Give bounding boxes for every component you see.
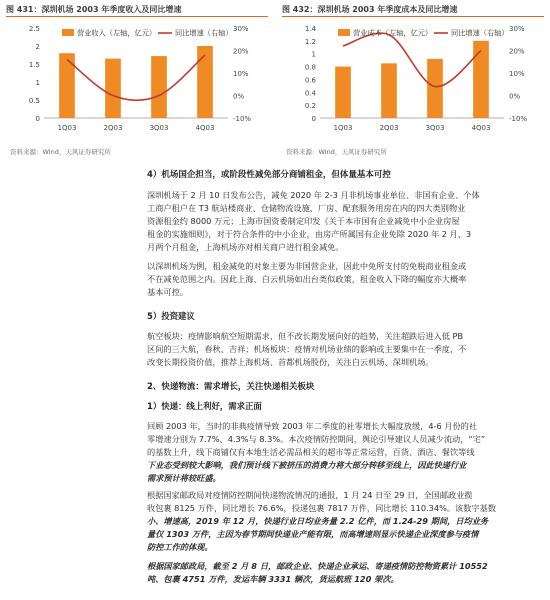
legend-swatch-bar: [62, 29, 74, 36]
paragraph-line: 改变长期投资价值，推荐上海机场、首都机场股份，关注白云机场、深圳机场。: [147, 357, 434, 367]
right-axis-tick-label: 10%: [509, 70, 525, 78]
bar: [197, 46, 213, 118]
paragraph-postal-stats: [147, 489, 522, 554]
right-axis-tick-label: 0%: [233, 92, 245, 101]
left-axis-tick-label: 0.4: [304, 89, 316, 98]
left-axis-tick-label: 0: [35, 115, 40, 123]
figure-left-title: 图 431：深圳机场 2003 年季度收入及同比增速: [6, 5, 182, 14]
figure-right-source: 资料来源：Wind，天风证券研究所: [286, 148, 387, 156]
x-axis-tick-label: 3Q03: [149, 124, 169, 132]
revenue-growth-chart: [6, 18, 270, 144]
x-axis-tick-label: 3Q03: [425, 124, 445, 132]
left-axis-tick-label: 0.5: [28, 97, 40, 105]
growth-line: [343, 33, 481, 87]
x-axis-tick-label: 2Q03: [379, 124, 399, 132]
figure-right-rule: [282, 16, 544, 17]
legend-label-bar: 营业收入（左轴，亿元）: [77, 28, 157, 38]
figure-right-title: 图 432：深圳机场 2003 年季度成本及同比增速: [282, 5, 458, 14]
right-axis-tick-label: -10%: [509, 115, 528, 123]
paragraph-line: 需求预计将较旺盛。: [147, 473, 221, 483]
paragraph-line: 以深圳机场为例，租金减免的对象主要为非国营企业，因此中免所支付的免税商业租金或: [147, 261, 467, 271]
x-axis-tick-label: 4Q03: [195, 124, 215, 132]
paragraph-rent-relief: [147, 189, 522, 254]
paragraph-line: 基本可控。: [147, 287, 188, 297]
x-axis-tick-label: 4Q03: [471, 124, 491, 132]
paragraph-line: 月两个月租金，上海机场亦对相关商户进行租金减免。: [147, 242, 344, 252]
right-axis-tick-label: 20%: [509, 47, 525, 56]
bar: [381, 63, 397, 118]
right-axis-tick-label: 10%: [233, 70, 249, 78]
left-axis-tick-label: 1: [35, 79, 40, 87]
left-axis-tick-label: 1.5: [28, 61, 40, 69]
paragraph-line: 的基数上升，线下商铺仅有本地生活必需品相关的超市等正常运营，百货、酒店、餐饮等线: [147, 447, 475, 457]
paragraph-sars-review: [147, 420, 522, 485]
growth-line: [67, 55, 205, 100]
left-axis-tick-label: 0: [311, 115, 316, 123]
paragraph-line: 航空板块：疫情影响航空短期需求，但不改长期发展向好的趋势，关注超跌后进入低 PB: [147, 331, 464, 341]
left-axis-tick-label: 0.2: [304, 102, 316, 111]
section-heading-investment: 5）投资建议: [147, 311, 195, 321]
left-axis-tick-label: 1.4: [304, 25, 316, 33]
paragraph-line: 工商户租户在 T3 航站楼商业、仓储物流设施、厂房、配套服务用房在内的四大类别物业: [147, 203, 466, 213]
bar: [427, 59, 443, 118]
right-axis-tick-label: 0%: [509, 92, 521, 101]
paragraph-line: 租金的实施细则》，对于符合条件的中小企业，由房产所属国有企业免除 2020 年 2 月、3: [147, 229, 472, 239]
x-axis-tick-label: 1Q03: [333, 124, 353, 132]
left-axis-tick-label: 2.5: [28, 25, 40, 33]
paragraph-investment: [147, 330, 522, 369]
legend-label-line: 同比增速（右轴）: [175, 28, 233, 38]
cost-growth-chart: [282, 18, 546, 144]
section-heading-express-online: 1）快递：线上利好，需求正面: [147, 401, 262, 411]
left-axis-tick-label: 0.8: [304, 63, 316, 72]
legend-label-line: 同比增速（右轴）: [451, 28, 509, 38]
legend-label-bar: 营业成本（左轴，亿元）: [353, 28, 433, 38]
x-axis-tick-label: 1Q03: [57, 124, 77, 132]
paragraph-line: 防控工作的体现。: [147, 542, 213, 552]
left-axis-tick-label: 1: [311, 50, 316, 59]
paragraph-line: 深圳机场于 2 月 10 日发布公告，减免 2020 年 2-3 月非机场事业单位、非国有企业、个体: [147, 190, 480, 200]
right-axis-tick-label: -10%: [233, 115, 252, 123]
paragraph-line: 零增速分别为 7.7%、4.3%与 8.3%。本次疫情防控期间，舆论引导建议人员减少流动，“宅”: [147, 434, 486, 444]
bar: [105, 59, 121, 118]
paragraph-line: 小、增速高，2019 年 12 月，快递行业日均业务量 2.2 亿件，而 1.24-29 期间，日均业务: [147, 516, 489, 526]
bar: [473, 41, 489, 118]
paragraph-line: 不在减免范围之内。因此上海、白云机场如出台类似政策，租金收入下降的幅度亦大概率: [147, 274, 467, 284]
paragraph-line: 回顾 2003 年，当时的非典疫情导致 2003 年二季度的社零增长大幅度放缓，4-6 月份的社: [147, 421, 478, 431]
bar: [335, 67, 351, 118]
right-axis-tick-label: 20%: [233, 47, 249, 56]
bar: [59, 53, 75, 118]
paragraph-supplies: [147, 560, 522, 586]
paragraph-line: 区间的三大航，春秋、吉祥；机场板块：疫情对机场业绩的影响或主要集中在一季度，不: [147, 344, 467, 354]
right-axis-tick-label: 30%: [509, 25, 525, 33]
right-axis-tick-label: 30%: [233, 25, 249, 33]
x-axis-tick-label: 2Q03: [103, 124, 123, 132]
figure-left-source: 资料来源：Wind，天风证券研究所: [10, 148, 111, 156]
bar: [151, 56, 167, 118]
paragraph-shenzhen-example: [147, 260, 522, 299]
left-axis-tick-label: 2: [35, 43, 40, 51]
paragraph-line: 收包裹 8125 万件，同比增长 76.6%，投递包裹 7817 万件，同比增长 110.34%。该数字基数: [147, 503, 496, 513]
paragraph-line: 吨、包裹 4751 万件，发运车辆 3331 辆次，货运航班 120 架次。: [147, 574, 399, 584]
paragraph-line: 资源租金约 8000 万元；上海市国资委制定印发《关于本市国有企业减免中小企业房屋: [147, 216, 460, 226]
legend-swatch-bar: [338, 29, 350, 36]
figure-left-rule: [6, 16, 268, 17]
left-axis-tick-label: 1.2: [304, 37, 316, 46]
paragraph-line: 根据国家邮政局，截至 2 月 8 日，邮政企业、快递企业承运、寄递疫情防控物资累计 10552: [147, 561, 488, 571]
section-heading-rent-relief: 4）机场国企担当，或阶段性减免部分商铺租金，但体量基本可控: [147, 170, 391, 180]
paragraph-line: 下业态受到较大影响，我们预计线下被挤压的消费力将大部分转移至线上，因此快递行业: [147, 460, 467, 470]
paragraph-line: 根据国家邮政局对疫情防控期间快递物流情况的通报，1 月 24 日至 29 日，全国邮政业揽: [147, 490, 473, 500]
paragraph-line: 量仅 1303 万件，主因为春节期间快递业产能有限，而高增速则显示快递企业深度参与疫情: [147, 529, 479, 539]
left-axis-tick-label: 0.6: [304, 76, 316, 85]
section-heading-express: 2、快递物流：需求增长，关注快递相关板块: [147, 382, 315, 392]
